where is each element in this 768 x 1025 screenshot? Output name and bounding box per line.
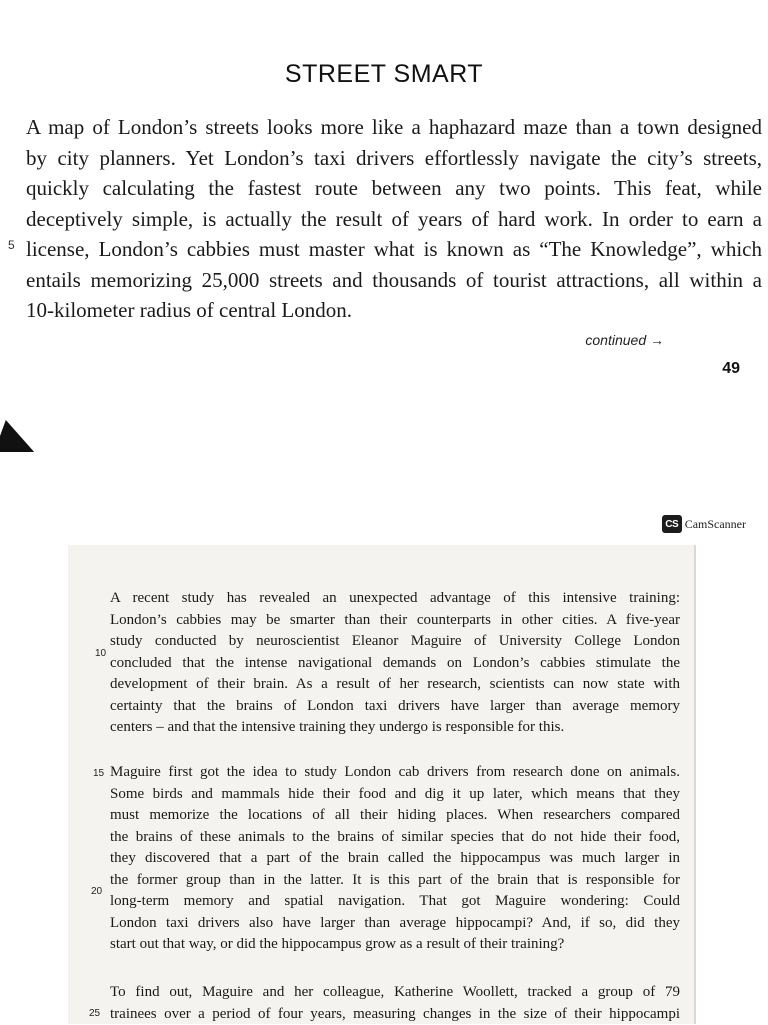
camscanner-watermark [662,515,746,533]
line-number: 10 [95,648,106,659]
text-line: study conducted by neuroscientist Eleanor Maguire of University College London [110,631,680,653]
text-line: license, London’s cabbies must master what is known as “The Knowledge”, which [26,234,762,265]
paragraph-animals [110,762,680,956]
page-number: 49 [722,360,740,378]
text-line: must memorize the locations of all their hiding places. When researchers compared [110,805,680,827]
text-line: concluded that the intense navigational demands on London’s cabbies stimulate the [110,653,680,675]
paragraph-study [110,588,680,739]
text-line: the former group than in the latter. It is this part of the brain that is responsible for [110,870,680,892]
text-line: certainty that the brains of London taxi drivers have larger than average memory [110,696,680,718]
page-corner-shadow [0,420,46,452]
line-number: 5 [8,238,15,252]
camscanner-label: CamScanner [685,517,746,532]
text-line: by city planners. Yet London’s taxi drivers effortlessly navigate the city’s streets, [26,143,762,174]
continued-label: continued → [585,332,664,348]
intro-paragraph [26,112,762,326]
text-line: entails memorizing 25,000 streets and thousands of tourist attractions, all within a [26,265,762,296]
text-line: start out that way, or did the hippocampus grow as a result of their training? [110,934,680,956]
camscanner-logo-icon: CS [662,515,682,533]
text-line: A map of London’s streets looks more like a haphazard maze than a town designed [26,112,762,143]
line-number: 20 [91,886,102,897]
text-line: development of their brain. As a result of her research, scientists can now state with [110,674,680,696]
line-number: 25 [89,1008,100,1019]
upper-page [0,0,768,460]
text-line: long-term memory and spatial navigation. That got Maguire wondering: Could [110,891,680,913]
text-line: London taxi drivers also have larger than average hippocampi? And, if so, did they [110,913,680,935]
text-line: Maguire first got the idea to study London cab drivers from research done on animals. [110,762,680,784]
text-line: centers – and that the intensive training they undergo is responsible for this. [110,717,680,739]
text-line: 10-kilometer radius of central London. [26,295,762,326]
text-line: Some birds and mammals hide their food and dig it up later, which means that they [110,784,680,806]
text-line: London’s cabbies may be smarter than their counterparts in other cities. A five-year [110,610,680,632]
line-number: 15 [93,768,104,779]
page-title: STREET SMART [0,60,768,89]
paragraph-trainees [110,982,680,1025]
text-line: they discovered that a part of the brain called the hippocampus was much larger in [110,848,680,870]
text-line: A recent study has revealed an unexpected advantage of this intensive training: [110,588,680,610]
text-line: the brains of these animals to the brains of similar species that do not hide their food, [110,827,680,849]
text-line: deceptively simple, is actually the result of years of hard work. In order to earn a [26,204,762,235]
text-line: trainees over a period of four years, measuring changes in the size of their hippocampi [110,1004,680,1025]
text-line: quickly calculating the fastest route between any two points. This feat, while [26,173,762,204]
text-line: To find out, Maguire and her colleague, Katherine Woollett, tracked a group of 79 [110,982,680,1004]
